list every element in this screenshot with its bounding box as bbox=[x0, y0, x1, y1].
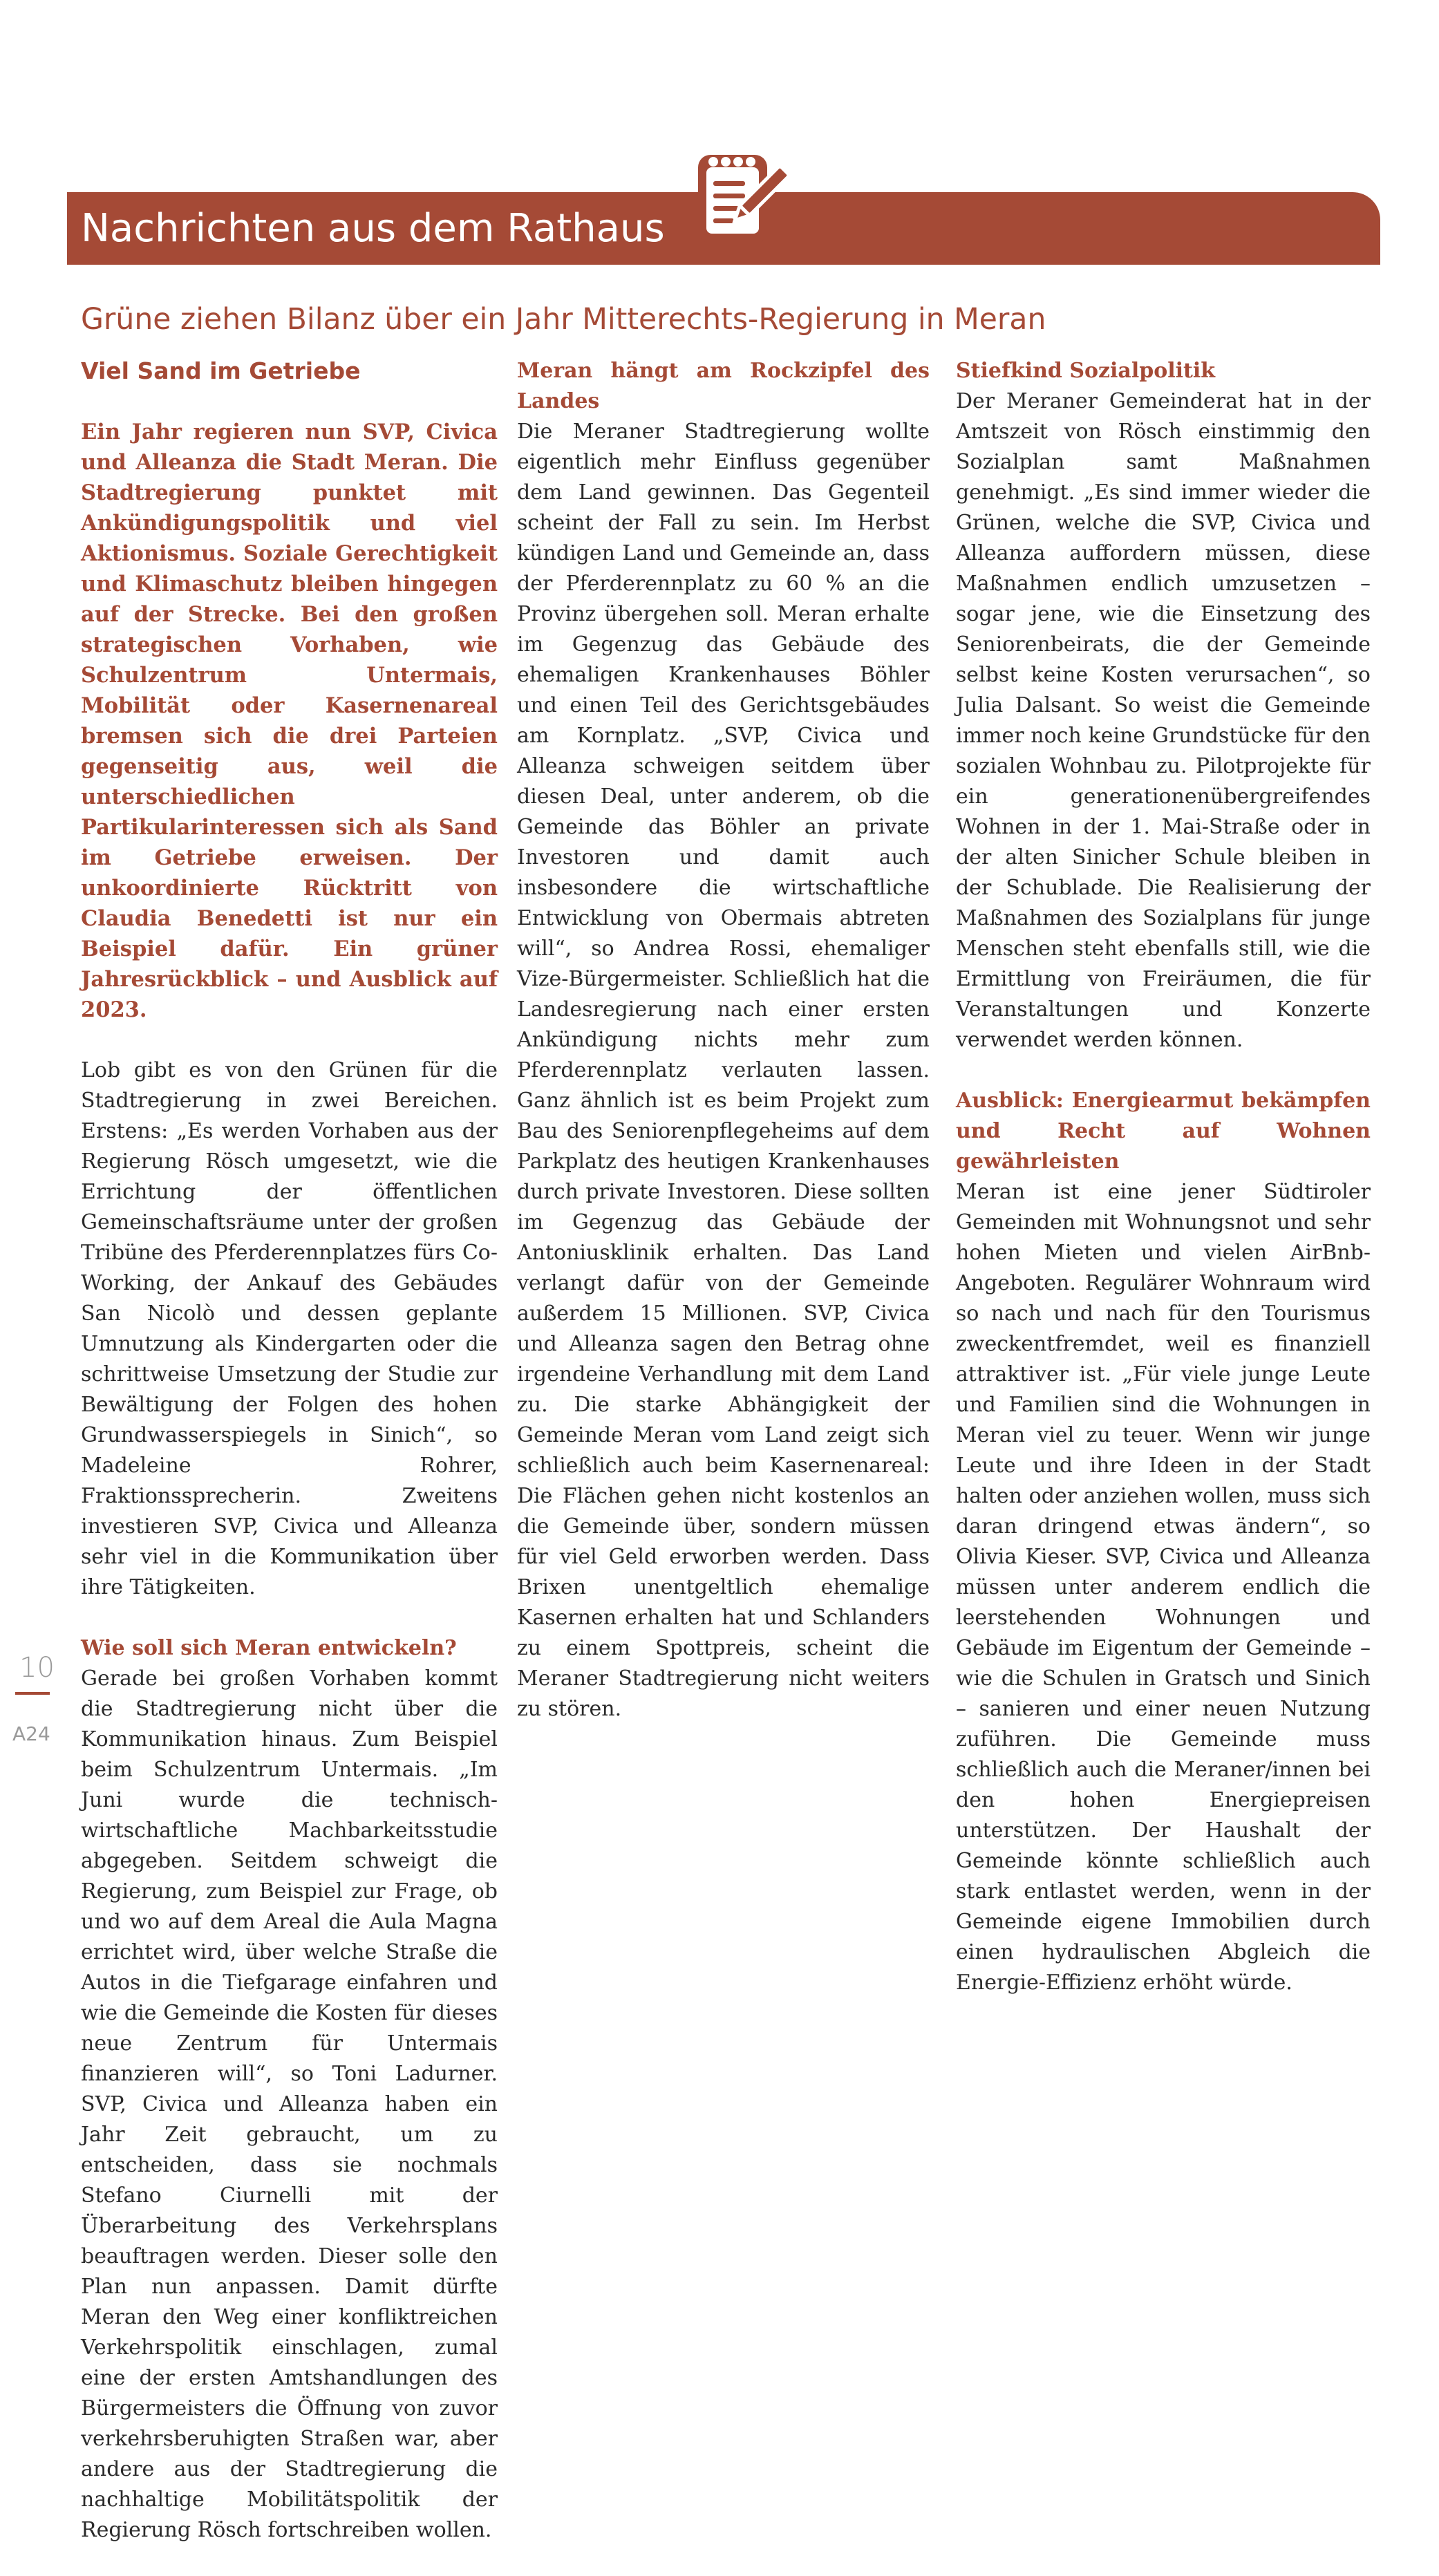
section-body: Gerade bei großen Vorhaben kommt die Stadtregierung nicht über die Kommunikation hinaus. Zum Beispiel beim Schulzentrum Untermais. „Im Juni wurde die technisch-wirtschaftliche Machbarkeitsstudie abgegeben. Seitdem schweigt die Regierung, zum Beispiel zur Frage, ob und wo auf dem Areal die Aula Magna errichtet wird, über welche Straße die Autos in die Tiefgarage einfahren und wie die Gemeinde die Kosten für dieses neue Zentrum für Untermais finanzieren will“, so Toni Ladurner. SVP, Civica und Alleanza haben ein Jahr Zeit gebraucht, um zu entscheiden, dass sie nochmals Stefano Ciurnelli mit der Überarbeitung des Verkehrsplans beauftragen werden. Dieser solle den Plan nun anpassen. Damit dürfte Meran den Weg einer konfliktreichen Verkehrspolitik einschlagen, zumal eine der ersten Amtshandlungen des Bürgermeisters die Öffnung von zuvor verkehrsberuhigten Straßen war, aber andere aus der Stadtregierung die nachhaltige Mobilitätspolitik der Regierung Rösch fortschreiben wollen. bbox=[81, 1666, 498, 2542]
section-body: Die Meraner Stadtregierung wollte eigentlich mehr Einfluss gegenüber dem Land gewinnen. Das Gegenteil scheint der Fall zu sein. Im Herbst kündigen Land und Gemeinde an, dass der Pferderennplatz zu 60 % an die Provinz übergehen soll. Meran erhalte im Gegenzug das Gebäude des ehemaligen Krankenhauses Böhler und einen Teil des Gerichtsgebäudes am Kornplatz. „SVP, Civica und Alleanza schweigen seitdem über diesen Deal, unter anderem, ob die Gemeinde das Böhler an private Investoren und damit auch insbesondere die wirtschaftliche Entwicklung von Obermais abtreten will“, so Andrea Rossi, ehemaliger Vize-Bürgermeister. Schließlich hat die Landesregierung nach einer ersten Ankündigung nichts mehr zum Pferderennplatz verlauten lassen. Ganz ähnlich ist es beim Projekt zum Bau des Seniorenpflegeheims auf dem Parkplatz des heutigen Krankenhauses durch private Investoren. Diese sollten im Gegenzug das Gebäude der Antoniusklinik erhalten. Das Land verlangt dafür von der Gemeinde außerdem 15 Millionen. SVP, Civica und Alleanza sagen den Betrag ohne irgendeine Verhandlung mit dem Land zu. Die starke Abhängigkeit der Gemeinde Meran vom Land zeigt sich schließlich auch beim Kasernenareal: Die Flächen gehen nicht kostenlos an die Gemeinde über, sondern müssen für viel Geld erworben werden. Dass Brixen unentgeltlich ehemalige Kasernen erhalten hat und Schlanders zu einem Spottpreis, scheint die Meraner Stadtregierung nicht weiters zu stören. bbox=[517, 420, 930, 1721]
section-social bbox=[956, 356, 1371, 1055]
article-lead: Ein Jahr regieren nun SVP, Civica und Alleanza die Stadt Meran. Die Stadtregierung punktet mit Ankündigungspolitik und viel Aktionismus. Soziale Gerechtigkeit und Klimaschutz bleiben hingegen auf der Strecke. Bei den großen strategischen Vorhaben, wie Schulzentrum Untermais, Mobilität oder Kasernenareal bremsen sich die drei Parteien gegenseitig aus, weil die unterschiedlichen Partikularinteressen sich als Sand im Getriebe erweisen. Der unkoordinierte Rücktritt von Claudia Benedetti ist nur ein Beispiel dafür. Ein grüner Jahresrückblick – und Ausblick auf 2023. bbox=[81, 420, 498, 1022]
section-body: Meran ist eine jener Südtiroler Gemeinden mit Wohnungsnot und sehr hohen Mieten und vielen AirBnb-Angeboten. Regulärer Wohnraum wird so nach und nach für den Tourismus zweckentfremdet, weil es finanziell attraktiver ist. „Für viele junge Leute und Familien sind die Wohnungen in Meran viel zu teuer. Wenn wir junge Leute und ihre Ideen in der Stadt halten oder anziehen wollen, muss sich daran dringend etwas ändern“, so Olivia Kieser. SVP, Civica und Alleanza müssen unter anderem endlich die leerstehenden Wohnungen und Gebäude im Eigentum der Gemeinde – wie die Schulen in Gratsch und Sinich – sanieren und einer neuen Nutzung zuführen. Die Gemeinde muss schließlich auch die Meraner/innen bei den hohen Energiepreisen unterstützen. Der Haushalt der Gemeinde könnte schließlich auch stark entlastet werden, wenn in der Gemeinde eigene Immobilien durch einen hydraulischen Abgleich die Energie-Effizienz erhöht würde. bbox=[956, 1180, 1371, 1995]
column-1 bbox=[81, 356, 498, 2576]
page-code: A24 bbox=[12, 1722, 50, 1745]
page-number: 10 bbox=[19, 1652, 55, 1684]
section-heading: Wie soll sich Meran entwickeln? bbox=[81, 1636, 457, 1660]
article-headline: Grüne ziehen Bilanz über ein Jahr Mitterechts-Regierung in Meran bbox=[81, 303, 1046, 337]
section-title: Nachrichten aus dem Rathaus bbox=[81, 206, 665, 251]
column-2 bbox=[517, 356, 930, 1755]
section-body: Der Meraner Gemeinderat hat in der Amtszeit von Rösch einstimmig den Sozialplan samt Maßnahmen genehmigt. „Es sind immer wieder die Grünen, welche die SVP, Civica und Alleanza auffordern müssen, diese Maßnahmen endlich umzusetzen – sogar jene, wie die Einsetzung des Seniorenbeirats, die der Gemeinde selbst keine Kosten verursachen“, so Julia Dalsant. So weist die Gemeinde immer noch keine Grundstücke für den sozialen Wohnbau zu. Pilotprojekte für ein generationenübergreifendes Wohnen in der 1. Mai-Straße oder in der alten Sinicher Schule bleiben in der Schublade. Die Realisierung der Maßnahmen des Sozialplans für junge Menschen steht ebenfalls still, wie die Ermittlung von Freiräumen, die für Veranstaltungen und Konzerte verwendet werden können. bbox=[956, 389, 1371, 1052]
section-heading: Stiefkind Sozialpolitik bbox=[956, 359, 1216, 383]
column-3 bbox=[956, 356, 1371, 2029]
section-development bbox=[81, 1633, 498, 2546]
article-subhead: Viel Sand im Getriebe bbox=[81, 357, 361, 384]
section-outlook bbox=[956, 1086, 1371, 1998]
paragraph-intro: Lob gibt es von den Grünen für die Stadtregierung in zwei Bereichen. Erstens: „Es werden Vorhaben aus der Regierung Rösch umgesetzt, wie die Errichtung der öffentlichen Gemeinschaftsräume unter der großen Tribüne des Pferderennplatzes fürs Co-Working, der Ankauf des Gebäudes San Nicolò und dessen geplante Umnutzung als Kindergarten oder die schrittweise Umsetzung der Studie zur Bewältigung der Folgen des hohen Grundwasserspiegels in Sinich“, so Madeleine Rohrer, Fraktionssprecherin. Zweitens investieren SVP, Civica und Alleanza sehr viel in die Kommunikation über ihre Tätigkeiten. bbox=[81, 1058, 498, 1599]
section-heading: Meran hängt am Rockzipfel des Landes bbox=[517, 359, 930, 413]
section-province bbox=[517, 356, 930, 1724]
page-number-divider bbox=[15, 1692, 50, 1695]
section-heading: Ausblick: Energiearmut bekämpfen und Recht auf Wohnen gewährleisten bbox=[956, 1089, 1371, 1174]
notepad-pen-icon bbox=[684, 147, 788, 250]
